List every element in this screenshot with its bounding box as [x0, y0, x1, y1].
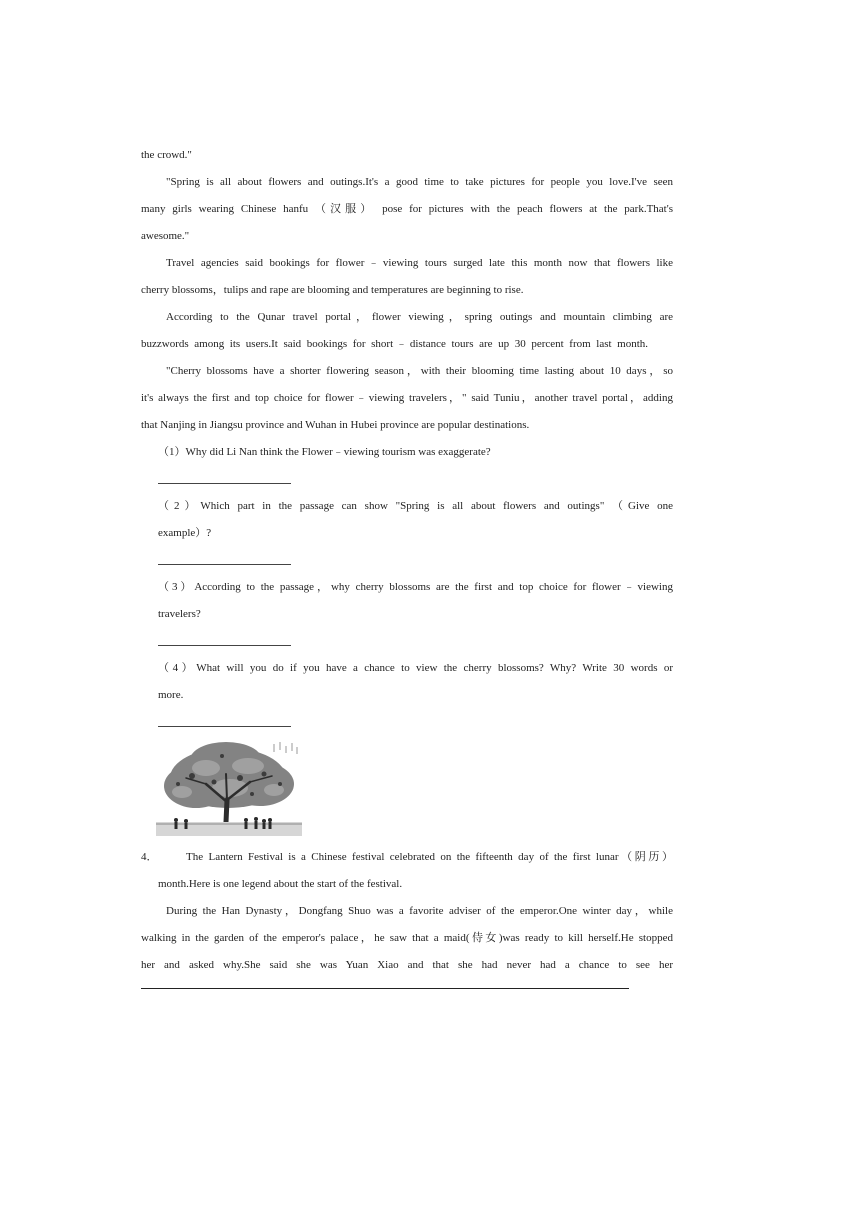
- passage-line: According to the Qunar travel portal，flower viewing，spring outings and mountain climbing are: [166, 311, 673, 323]
- passage-line: it's always the first and top choice for flower﹣viewing travelers，" said Tuniu，another travel portal，adding: [141, 392, 673, 404]
- question-number-4: 4．: [141, 851, 158, 863]
- cherry-blossom-tree-image: [156, 738, 302, 836]
- passage-line: the crowd.": [141, 149, 192, 161]
- question-4-text-cont: more.: [158, 689, 184, 701]
- passage-line: Travel agencies said bookings for flower﹣viewing tours surged late this month now that flowers like: [166, 257, 673, 269]
- passage-line: awesome.": [141, 230, 190, 242]
- question-4-text: （4）What will you do if you have a chance to view the cherry blossoms? Why? Write 30 words or: [158, 662, 673, 674]
- passage-line: During the Han Dynasty，Dongfang Shuo was a favorite adviser of the emperor.One winter day，while: [166, 905, 673, 917]
- passage-line: cherry blossoms，tulips and rape are blooming and temperatures are beginning to rise.: [141, 284, 524, 296]
- passage-line: many girls wearing Chinese hanfu （汉服） pose for pictures with the peach flowers at the park.That's: [141, 203, 673, 215]
- passage-line: "Cherry blossoms have a shorter flowering season，with their blooming time lasting about 10 days，so: [166, 365, 673, 377]
- question-3-text: （3）According to the passage，why cherry blossoms are the first and top choice for flower﹣viewing: [158, 581, 673, 593]
- question-3-text-cont: travelers?: [158, 608, 201, 620]
- question-2-text-cont: example）?: [158, 527, 212, 539]
- passage-line: The Lantern Festival is a Chinese festival celebrated on the fifteenth day of the first lunar（阴历）: [186, 851, 673, 863]
- answer-blank-2[interactable]: [158, 564, 291, 565]
- passage-line: buzzwords among its users.It said bookings for short﹣distance tours are up 30 percent from last month.: [141, 338, 648, 350]
- passage-line: that Nanjing in Jiangsu province and Wuhan in Hubei province are popular destinations.: [141, 419, 530, 431]
- question-1-text: （1）Why did Li Nan think the Flower﹣viewing tourism was exaggerate?: [158, 446, 491, 458]
- footer-divider: [141, 988, 629, 989]
- answer-blank-3[interactable]: [158, 645, 291, 646]
- passage-line: "Spring is all about flowers and outings.It's a good time to take pictures for people you love.I've seen: [166, 176, 673, 188]
- passage-line: walking in the garden of the emperor's palace，he saw that a maid(侍女)was ready to kill herself.He stopped: [141, 932, 673, 944]
- answer-blank-1[interactable]: [158, 483, 291, 484]
- answer-blank-4[interactable]: [158, 726, 291, 727]
- passage-line: month.Here is one legend about the start of the festival.: [158, 878, 403, 890]
- question-2-text: （2）Which part in the passage can show "Spring is all about flowers and outings" （Give one: [158, 500, 673, 512]
- passage-line: her and asked why.She said she was Yuan Xiao and that she had never had a chance to see her: [141, 959, 673, 971]
